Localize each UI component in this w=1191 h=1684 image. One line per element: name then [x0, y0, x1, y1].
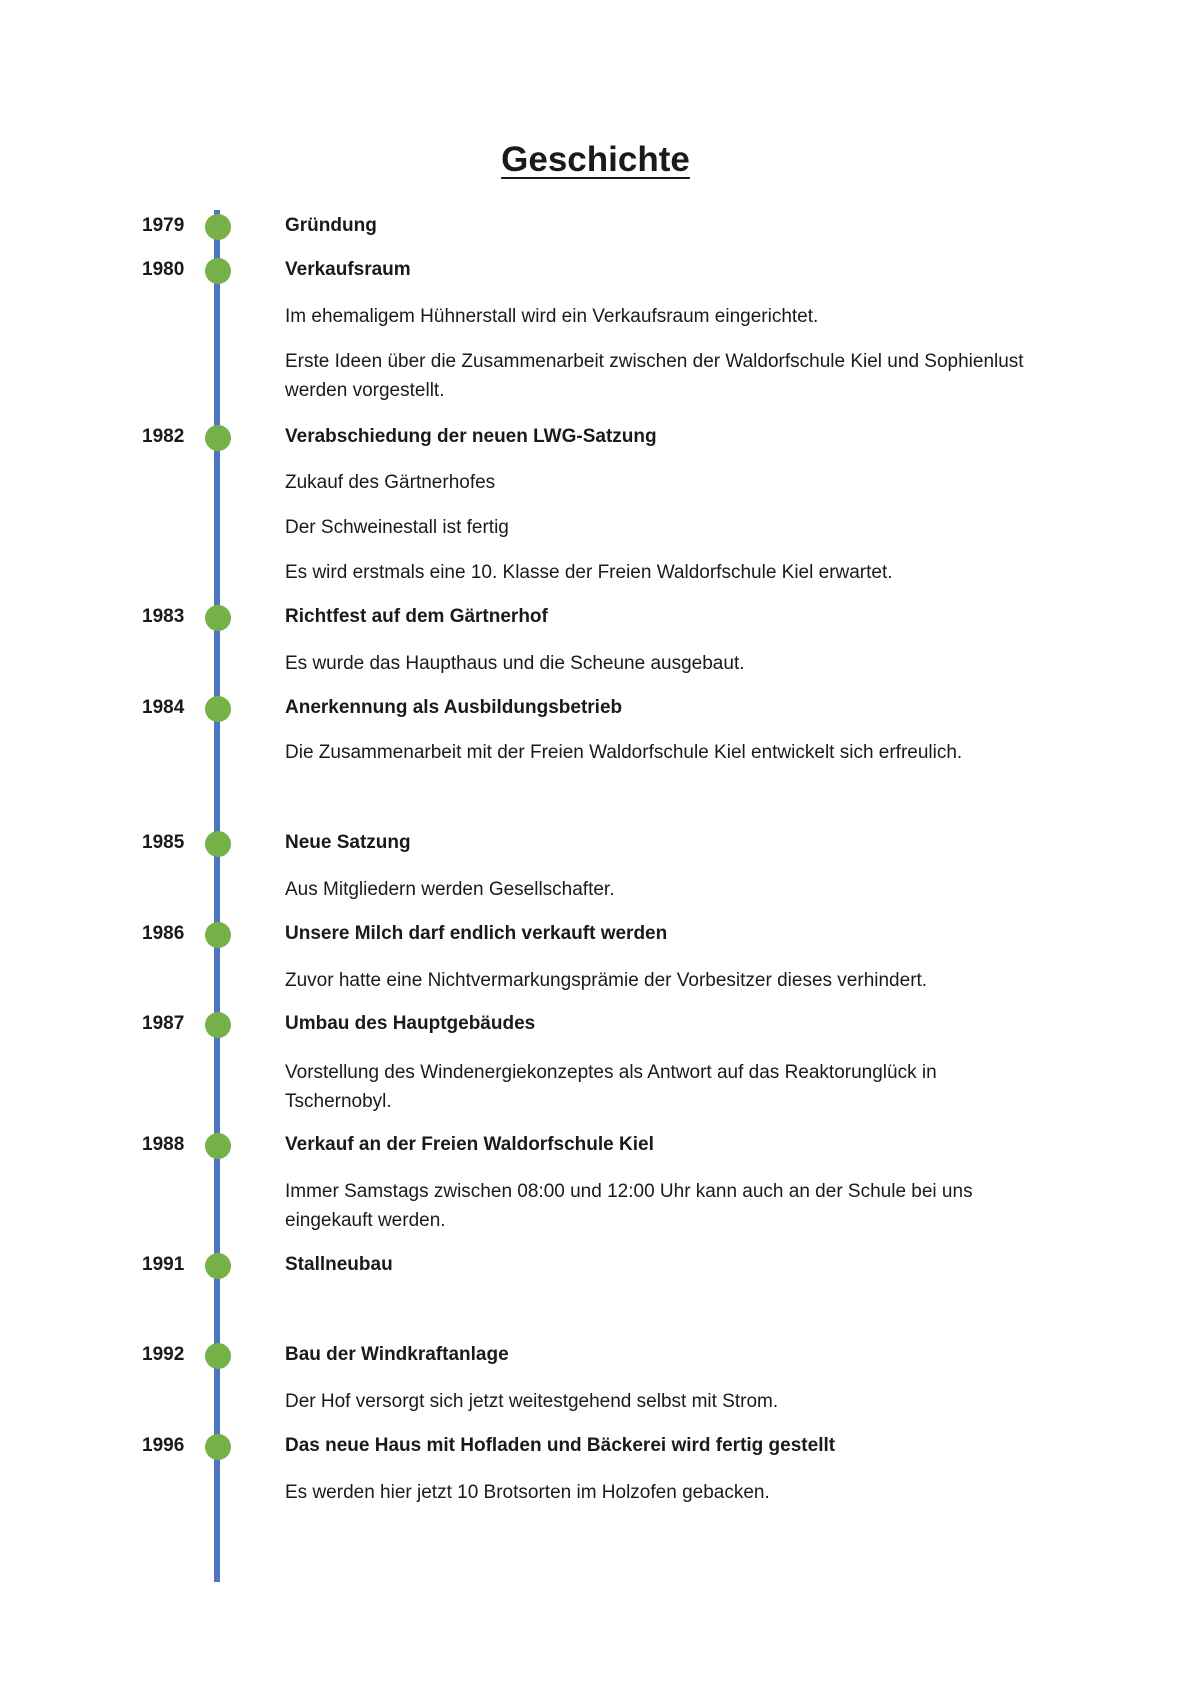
entry-description: Es werden hier jetzt 10 Brotsorten im Holzofen gebacken. — [285, 1482, 770, 1503]
timeline-dot — [205, 1012, 231, 1038]
entry-heading: Verkaufsraum — [285, 259, 411, 280]
year-label: 1982 — [142, 426, 185, 447]
timeline-entry-1982 — [0, 423, 1191, 451]
timeline-dot — [205, 425, 231, 451]
year-label: 1991 — [142, 1254, 185, 1275]
timeline-dot — [205, 696, 231, 722]
year-label: 1986 — [142, 923, 185, 944]
entry-heading: Gründung — [285, 215, 377, 236]
entry-heading: Richtfest auf dem Gärtnerhof — [285, 606, 548, 627]
entry-heading: Anerkennung als Ausbildungsbetrieb — [285, 697, 623, 718]
year-label: 1987 — [142, 1013, 185, 1034]
entry-heading: Unsere Milch darf endlich verkauft werden — [285, 923, 668, 944]
year-label: 1992 — [142, 1344, 185, 1365]
year-label: 1984 — [142, 697, 185, 718]
page-title: Geschichte — [501, 140, 690, 179]
timeline-entry-1991 — [0, 1251, 1191, 1279]
year-label: 1996 — [142, 1435, 185, 1456]
year-label: 1988 — [142, 1134, 185, 1155]
entry-description: Zukauf des Gärtnerhofes — [285, 472, 496, 493]
timeline-dot — [205, 1434, 231, 1460]
entry-description: Es wird erstmals eine 10. Klasse der Freien Waldorfschule Kiel erwartet. — [285, 562, 893, 583]
entry-description: Aus Mitgliedern werden Gesellschafter. — [285, 879, 615, 900]
entry-heading: Neue Satzung — [285, 832, 411, 853]
entry-heading: Verkauf an der Freien Waldorfschule Kiel — [285, 1134, 654, 1155]
timeline-dot — [205, 605, 231, 631]
timeline-dot — [205, 922, 231, 948]
entry-description: Der Schweinestall ist fertig — [285, 517, 509, 538]
timeline-entry-1979 — [0, 212, 1191, 240]
timeline-dot — [205, 1343, 231, 1369]
timeline-entry-1985 — [0, 829, 1191, 857]
timeline-dot — [205, 1253, 231, 1279]
entry-description: Zuvor hatte eine Nichtvermarkungsprämie der Vorbesitzer dieses verhindert. — [285, 970, 928, 991]
timeline-dot — [205, 258, 231, 284]
entry-description: Erste Ideen über die Zusammenarbeit zwischen der Waldorfschule Kiel und Sophienlust werden vorgestellt. — [285, 351, 1024, 401]
timeline-entry-1984 — [0, 694, 1191, 722]
entry-heading: Stallneubau — [285, 1254, 393, 1275]
entry-description: Die Zusammenarbeit mit der Freien Waldorfschule Kiel entwickelt sich erfreulich. — [285, 742, 963, 763]
timeline-entry-1988 — [0, 1131, 1191, 1159]
entry-description: Im ehemaligem Hühnerstall wird ein Verkaufsraum eingerichtet. — [285, 306, 819, 327]
timeline-line — [214, 210, 220, 1582]
year-label: 1980 — [142, 259, 185, 280]
entry-heading: Umbau des Hauptgebäudes — [285, 1013, 536, 1034]
entry-description: Es wurde das Haupthaus und die Scheune ausgebaut. — [285, 653, 745, 674]
timeline-entry-1987 — [0, 1010, 1191, 1038]
timeline-entry-1992 — [0, 1341, 1191, 1369]
entry-heading: Verabschiedung der neuen LWG-Satzung — [285, 426, 657, 447]
entry-description: Immer Samstags zwischen 08:00 und 12:00 Uhr kann auch an der Schule bei uns eingekauft werden. — [285, 1181, 973, 1231]
timeline-entry-1983 — [0, 603, 1191, 631]
timeline-entry-1986 — [0, 920, 1191, 948]
entry-description: Der Hof versorgt sich jetzt weitestgehend selbst mit Strom. — [285, 1391, 779, 1412]
timeline-dot — [205, 214, 231, 240]
year-label: 1979 — [142, 215, 185, 236]
timeline-dot — [205, 1133, 231, 1159]
year-label: 1983 — [142, 606, 185, 627]
timeline-dot — [205, 831, 231, 857]
entry-description: Vorstellung des Windenergiekonzeptes als Antwort auf das Reaktorunglück in Tschernobyl. — [285, 1062, 937, 1112]
entry-heading: Bau der Windkraftanlage — [285, 1344, 509, 1365]
entry-heading: Das neue Haus mit Hofladen und Bäckerei wird fertig gestellt — [285, 1435, 836, 1456]
year-label: 1985 — [142, 832, 185, 853]
timeline-entry-1996 — [0, 1432, 1191, 1460]
timeline-entry-1980 — [0, 256, 1191, 284]
